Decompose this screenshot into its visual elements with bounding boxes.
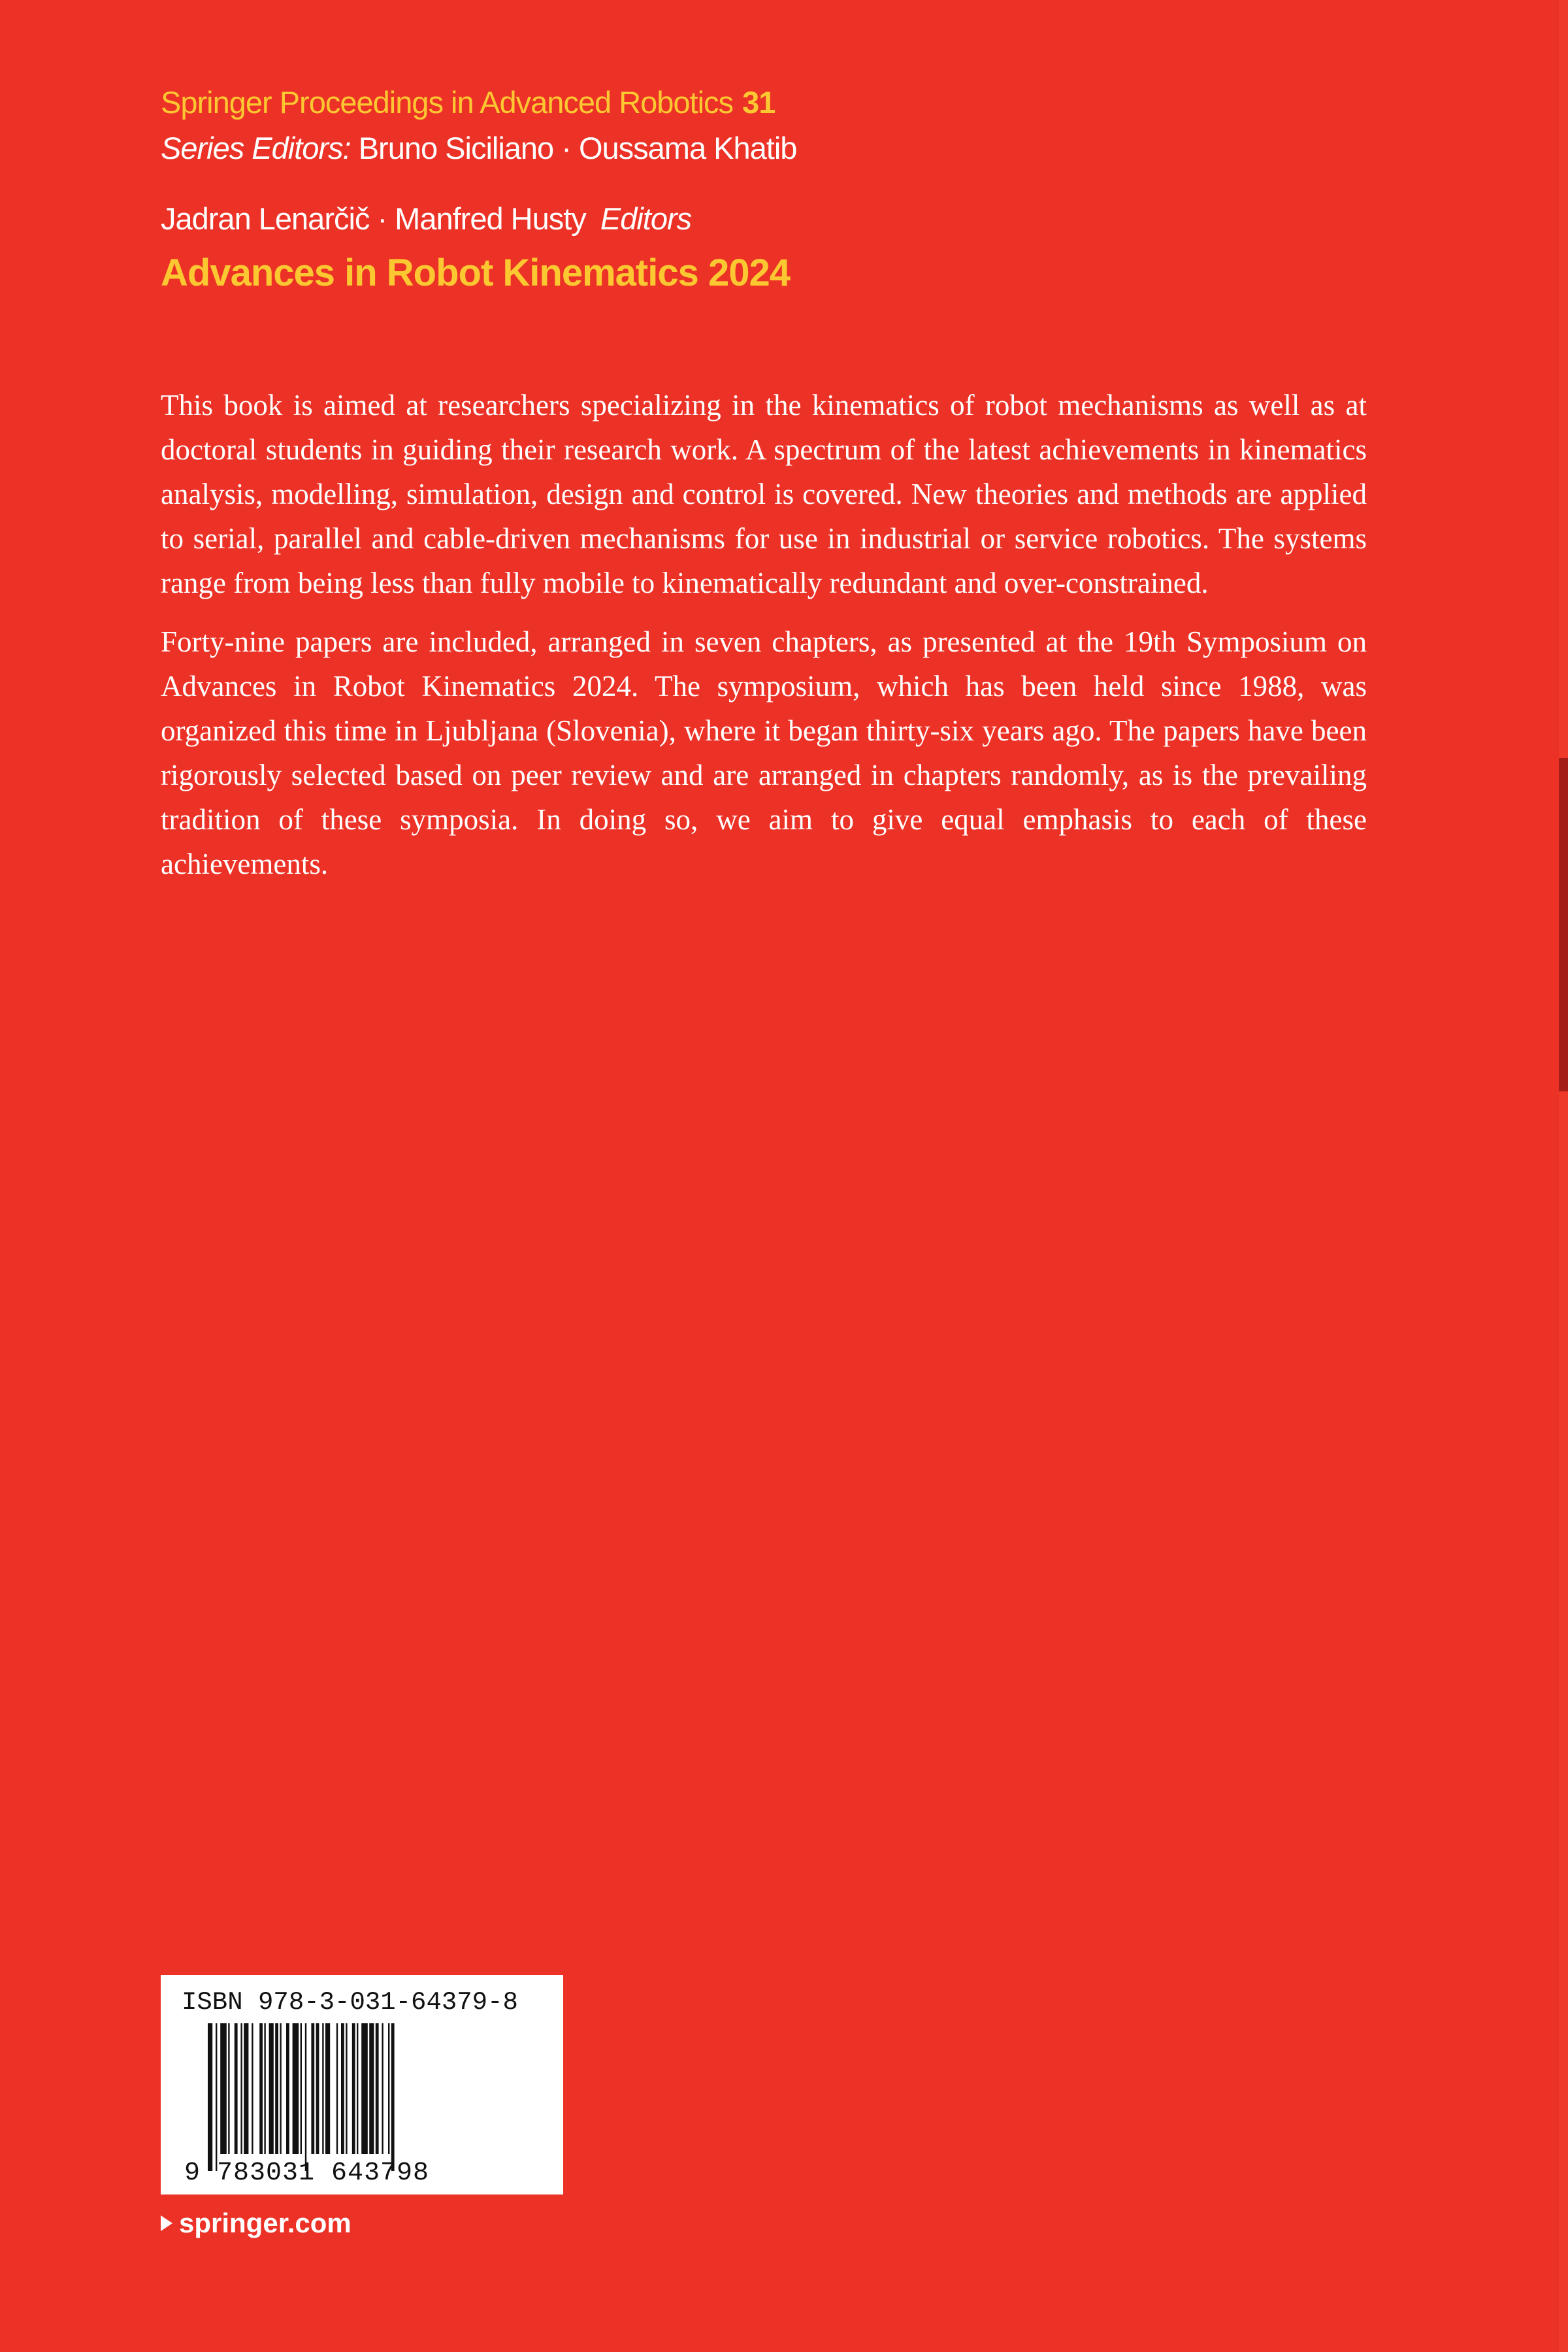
series-title: Springer Proceedings in Advanced Robotics [161,85,734,120]
spine-accent-strip [1559,758,1568,1091]
barcode-bar [286,2023,289,2154]
book-title: Advances in Robot Kinematics 2024 [161,252,790,294]
series-editors-line [161,125,796,171]
barcode-bar [252,2023,253,2154]
barcode-bar [259,2023,263,2154]
barcode-bar [208,2023,212,2171]
book-description [161,383,1367,901]
book-editors-label: Editors [600,201,692,236]
barcode-bar [216,2023,217,2171]
barcode-bar [275,2023,278,2154]
barcode-bar [352,2023,355,2154]
website-label: springer.com [179,2208,351,2238]
series-title-line [161,80,796,125]
barcode-bar [305,2023,306,2171]
isbn-label: ISBN 978-3-031-64379-8 [182,1988,518,2017]
barcode-bar [341,2023,344,2154]
publisher-website[interactable] [161,2204,351,2243]
barcode-digits: 9 783031 643798 [184,2159,430,2188]
barcode-bar [228,2023,229,2154]
series-number: 31 [742,85,776,120]
barcode-bar [244,2023,248,2154]
barcode-bar [361,2023,368,2154]
arrow-right-icon [161,2215,172,2231]
barcode-bar [240,2023,242,2154]
barcode-bar [382,2023,383,2154]
barcode-bar [280,2023,281,2154]
barcode-bar [346,2023,347,2154]
description-paragraph-2: Forty-nine papers are included, arranged in seven chapters, as presented at the 19th Symposium on Advances in Robot Kinematics 2024. The symposium, which has been held since 1988, was organized this time in Ljubljana (Slovenia), where it began thirty-six years ago. The papers have been rigorously selected based on peer review and are arranged in chapters randomly, as is the prevailing tradition of these symposia. In doing so, we aim to give equal emphasis to each of these achievements. [161,625,1367,880]
barcode-bar [391,2023,395,2171]
book-editors-line [161,197,691,240]
barcode-bar [264,2023,265,2154]
book-editors: Jadran Lenarčič · Manfred Husty [161,201,586,236]
barcode-bar [336,2023,338,2154]
barcode-bar [220,2023,227,2154]
spine-edge [1559,0,1568,2352]
barcode-bar [269,2023,274,2154]
barcode-bar [316,2023,319,2154]
series-editors: Bruno Siciliano · Oussama Khatib [358,131,797,165]
series-header [161,80,796,171]
description-paragraph-1: This book is aimed at researchers specializing in the kinematics of robot mechanisms as well as at doctoral students in guiding their research work. A spectrum of the latest achievements in kinematics analysis, modelling, simulation, design and control is covered. New theories and methods are applied to serial, parallel and cable-driven mechanisms for use in industrial or service robotics. The systems range from being less than fully mobile to kinematically redundant and over-constrained. [161,389,1367,599]
barcode-bar [301,2023,302,2154]
barcode-bar [325,2023,330,2154]
barcode-bar [369,2023,374,2154]
barcode-bar [293,2023,299,2154]
barcode-bar [311,2023,314,2154]
series-editors-label: Series Editors: [161,131,351,165]
barcode-bar [376,2023,379,2154]
barcode-bar [357,2023,358,2154]
barcode-bar [388,2023,389,2154]
barcode-bar [235,2023,238,2154]
isbn-barcode [161,1975,563,2195]
barcode-icon [208,2023,541,2171]
barcode-bar [322,2023,323,2154]
